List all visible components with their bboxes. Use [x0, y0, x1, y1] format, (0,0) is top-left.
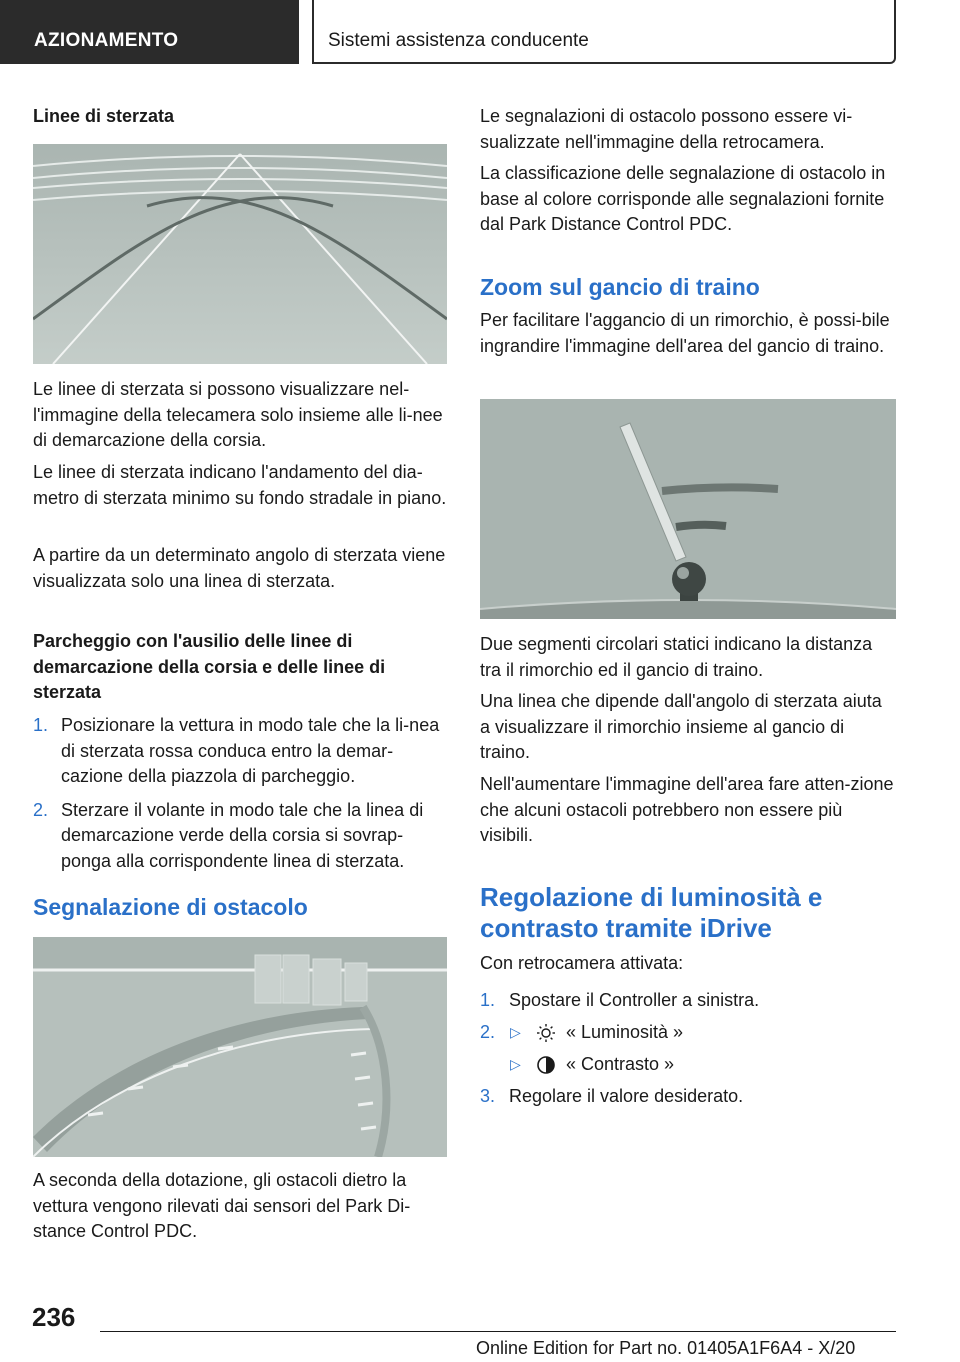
bullet-triangle-icon: ▷ — [510, 1024, 521, 1040]
zoom-paragraph-3: Una linea che dipende dall'angolo di sterzata aiuta a visualizzare il rimorchio insieme al gancio di traino. — [480, 691, 882, 762]
brightness-intro: Con retrocamera attivata: — [480, 953, 684, 973]
steering-paragraph-1: Le linee di sterzata si possono visualizzare nel-l'immagine della telecamera solo insieme alle li-nee di demarcazione della corsia. — [33, 379, 443, 450]
step-text: Sterzare il volante in modo tale che la linea di demarcazione verde della corsia si sovrap-ponga alla corrispondente linea di sterzata. — [61, 799, 424, 871]
zoom-paragraph-1: Per facilitare l'aggancio di un rimorchio, è possi-bile ingrandire l'immagine dell'area del gancio di traino. — [480, 310, 890, 356]
brightness-title: Regolazione di luminosità e contrasto tramite iDrive — [480, 882, 823, 943]
list-item — [480, 988, 896, 1020]
step-text: Posizionare la vettura in modo tale che la li-nea di sterzata rossa conduca entro la demar-cazione della piazzola di parcheggio. — [61, 715, 440, 786]
footer-edition: Online Edition for Part no. 01405A1F6A4 - X/20 — [476, 1338, 856, 1358]
list-item — [480, 1084, 896, 1116]
step-number: 1. — [480, 990, 496, 1010]
step-number: 3. — [480, 1086, 496, 1106]
list-item — [480, 1052, 896, 1084]
steering-paragraph-2: Le linee di sterzata indicano l'andamento del dia-metro di sterzata minimo su fondo stradale in piano. — [33, 462, 447, 508]
bullet-triangle-icon: ▷ — [510, 1056, 521, 1072]
step-number: 1. — [33, 715, 49, 735]
page-number: 236 — [32, 1302, 76, 1332]
trailer-hitch-figure — [480, 399, 896, 619]
contrast-icon — [536, 1055, 556, 1075]
steering-lines-title: Linee di sterzata — [33, 106, 175, 126]
list-item — [33, 713, 447, 790]
contrast-label: « Contrasto » — [566, 1054, 675, 1074]
steering-paragraph-3: A partire da un determinato angolo di sterzata viene visualizzata solo una linea di sterzata. — [33, 545, 446, 591]
chapter-title: Sistemi assistenza conducente — [312, 0, 896, 64]
steering-lines-figure — [33, 144, 447, 364]
step-number: 2. — [480, 1022, 496, 1042]
step-number: 2. — [33, 799, 49, 820]
zoom-paragraph-4: Nell'aumentare l'immagine dell'area fare atten-zione che alcuni ostacoli potrebbero non essere più visibili. — [480, 774, 894, 845]
parking-steps-list — [33, 713, 447, 882]
brightness-label: « Luminosità » — [566, 1022, 684, 1042]
step-text: Regolare il valore desiderato. — [509, 1086, 744, 1106]
obstacle-paragraph-2: Le segnalazioni di ostacolo possono essere vi-sualizzate nell'immagine della retrocamera. — [480, 106, 853, 152]
list-item — [33, 798, 447, 875]
zoom-paragraph-2: Due segmenti circolari statici indicano la distanza tra il rimorchio ed il gancio di traino. — [480, 634, 873, 680]
obstacle-paragraph-3: La classificazione delle segnalazione di ostacolo in base al colore corrisponde alle segnalazioni fornite dal Park Distance Control PDC. — [480, 163, 886, 234]
step-text: Spostare il Controller a sinistra. — [509, 990, 760, 1010]
obstacle-figure — [33, 937, 447, 1157]
zoom-title: Zoom sul gancio di traino — [480, 274, 760, 300]
parking-title: Parcheggio con l'ausilio delle linee di demarcazione della corsia e delle linee di sterzata — [33, 631, 386, 702]
obstacle-paragraph-1: A seconda della dotazione, gli ostacoli dietro la vettura vengono rilevati dai sensori del Park Di-stance Control PDC. — [33, 1170, 411, 1241]
list-item — [480, 1020, 896, 1052]
brightness-steps — [480, 988, 896, 1116]
section-tab: AZIONAMENTO — [0, 0, 299, 64]
obstacle-title: Segnalazione di ostacolo — [33, 894, 308, 920]
footer-divider — [100, 1331, 896, 1332]
brightness-icon — [536, 1023, 556, 1043]
